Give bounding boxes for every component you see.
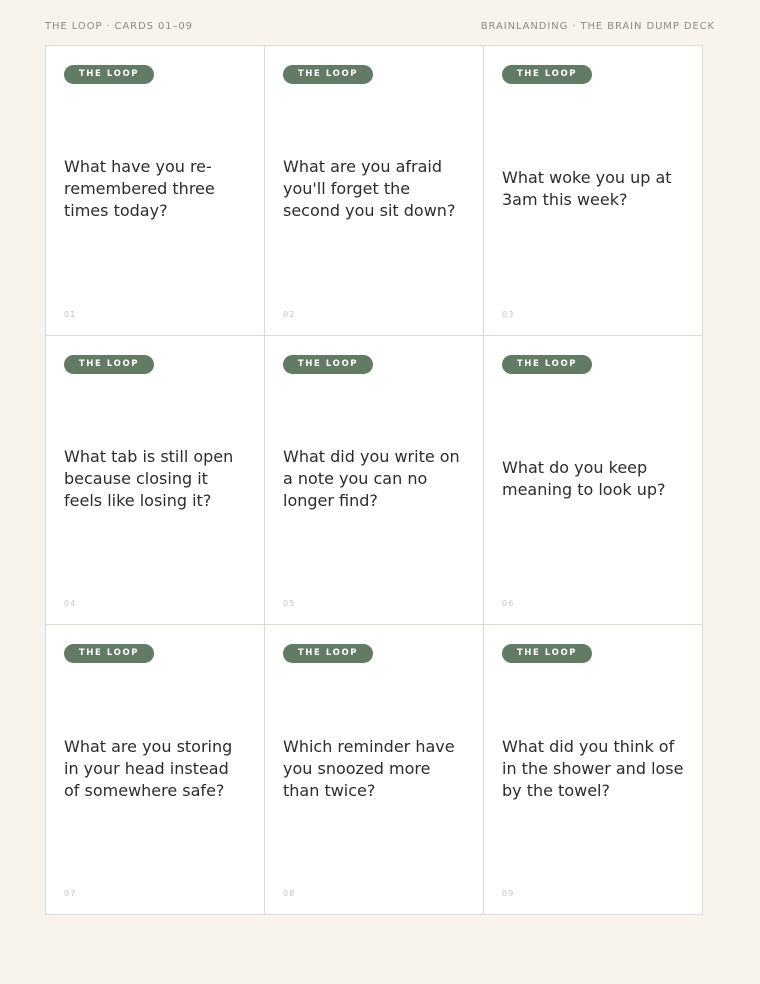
card-tag: THE LOOP bbox=[502, 644, 592, 663]
card-tag: THE LOOP bbox=[64, 355, 154, 374]
card bbox=[265, 46, 484, 336]
card bbox=[484, 46, 703, 336]
card bbox=[265, 625, 484, 915]
card-tag: THE LOOP bbox=[283, 65, 373, 84]
header-brand-label: BRAINLANDING · THE BRAIN DUMP DECK bbox=[480, 21, 715, 32]
card-question: What woke you up at 3am this week? bbox=[502, 168, 672, 210]
card bbox=[46, 46, 265, 336]
card-number: 04 bbox=[64, 599, 77, 609]
card-grid bbox=[45, 45, 703, 915]
card-number: 06 bbox=[502, 599, 515, 609]
card bbox=[484, 625, 703, 915]
card bbox=[46, 336, 265, 626]
card-question: What tab is still open because closing it feels like losing it? bbox=[64, 446, 234, 510]
card-question: What did you write on a note you can no longer find? bbox=[283, 446, 460, 510]
header-deck-label: THE LOOP · CARDS 01–09 bbox=[45, 21, 193, 32]
card-question: What are you afraid you'll forget the second you sit down? bbox=[283, 157, 456, 221]
card-question: What are you storing in your head instead of somewhere safe? bbox=[64, 736, 233, 800]
card-number: 02 bbox=[283, 309, 296, 319]
card-tag: THE LOOP bbox=[64, 65, 154, 84]
card-tag: THE LOOP bbox=[64, 644, 154, 663]
card-tag: THE LOOP bbox=[283, 355, 373, 374]
card-number: 03 bbox=[502, 309, 515, 319]
card-question: What do you keep meaning to look up? bbox=[502, 457, 666, 499]
card-number: 05 bbox=[283, 599, 296, 609]
card-tag: THE LOOP bbox=[502, 355, 592, 374]
card-number: 07 bbox=[64, 888, 77, 898]
card-question: What did you think of in the shower and lose by the towel? bbox=[502, 736, 684, 800]
card-question: What have you re-remembered three times today? bbox=[64, 157, 215, 221]
card bbox=[265, 336, 484, 626]
card-tag: THE LOOP bbox=[283, 644, 373, 663]
card-number: 01 bbox=[64, 309, 77, 319]
card bbox=[46, 625, 265, 915]
card-number: 09 bbox=[502, 888, 515, 898]
card-number: 08 bbox=[283, 888, 296, 898]
card-question: Which reminder have you snoozed more than twice? bbox=[283, 736, 455, 800]
card bbox=[484, 336, 703, 626]
card-tag: THE LOOP bbox=[502, 65, 592, 84]
